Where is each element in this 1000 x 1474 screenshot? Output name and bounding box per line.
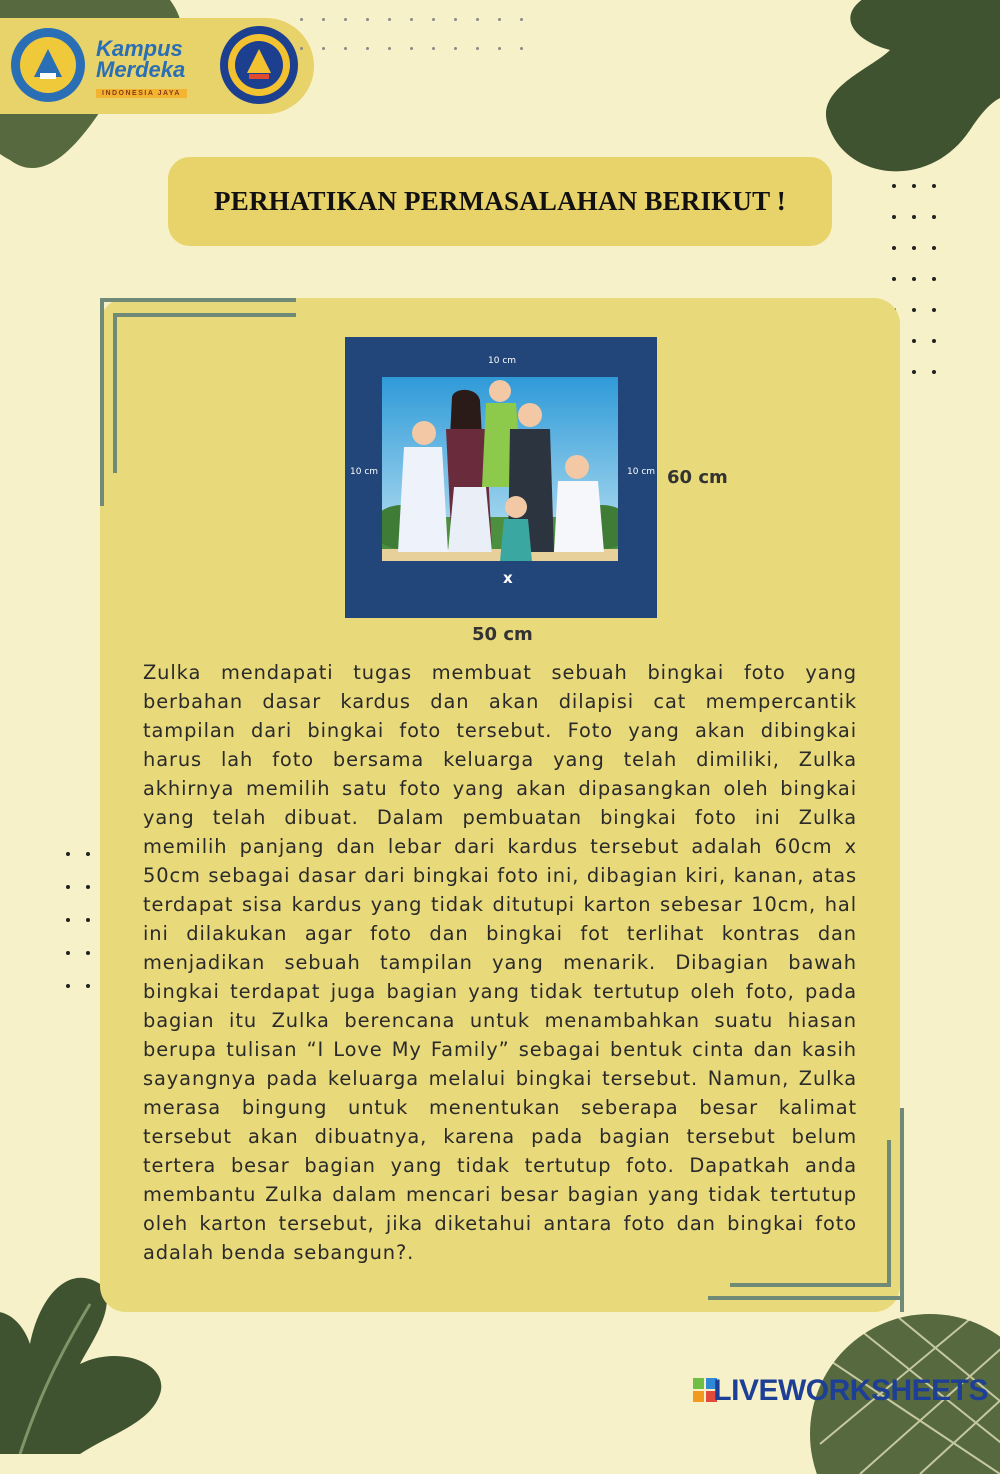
- dot-pattern-right: [892, 184, 952, 374]
- dimension-width-label: 50 cm: [472, 624, 533, 645]
- heading-banner: [168, 157, 832, 246]
- university-emblem-logo: [219, 25, 299, 105]
- liveworksheets-brand[interactable]: LIVEWORKSHEETS: [713, 1374, 988, 1407]
- dimension-bottom-unknown-label: x: [503, 569, 513, 587]
- family-photo-illustration: [382, 377, 618, 561]
- corner-line-left: [100, 298, 104, 506]
- kampus-merdeka-logo: [96, 38, 214, 99]
- dimension-right-label: 10 cm: [627, 467, 656, 477]
- corner-line-bottom-inner: [730, 1283, 891, 1287]
- dot-pattern-top: [300, 18, 542, 50]
- page-heading: PERHATIKAN PERMASALAHAN BERIKUT !: [214, 186, 786, 216]
- corner-line-right-inner: [887, 1140, 891, 1285]
- corner-line-right: [900, 1108, 904, 1312]
- tut-wuri-handayani-logo: [10, 27, 86, 103]
- dimension-left-label: 10 cm: [350, 467, 379, 477]
- corner-line-top: [100, 298, 296, 302]
- corner-line-top-inner: [113, 313, 296, 317]
- dimension-top-label: 10 cm: [488, 356, 517, 366]
- kampus-merdeka-line2: Merdeka: [96, 57, 186, 82]
- problem-paragraph: Zulka mendapati tugas membuat sebuah bingkai foto yang berbahan dasar kardus dan akan dilapisi cat mempercantik tampilan dari bingkai foto tersebut. Foto yang akan dibingkai harus lah foto bersama keluarga yang telah dimiliki, Zulka akhirnya memilih satu foto yang akan dipasangkan oleh bingkai yang telah dibuat. Dalam pembuatan bingkai foto ini Zulka memilih panjang dan lebar dari kardus tersebut adalah 60cm x 50cm sebagai dasar dari bingkai foto ini, dibagian kiri, kanan, atas terdapat sisa kardus yang tidak ditutupi karton sebesar 10cm, hal ini dilakukan agar foto dan bingkai fot terlihat kontras dan menjadikan sebuah tampilan yang menarik. Dibagian bawah bingkai terdapat juga bagian yang tidak tertutup oleh foto, pada bagian itu Zulka berencana untuk menambahkan suatu hiasan berupa tulisan “I Love My Family” sebagai bentuk cinta dan kasih sayangnya pada keluarga melalui bingkai tersebut. Namun, Zulka merasa bingung untuk menentukan seberapa besar kalimat tersebut akan dibuatnya, karena pada bagian tersebut belum tertera besar bagian yang tidak tertutup foto. Dapatkah anda membantu Zulka dalam mencari besar bagian yang tidak tertutup oleh karton tersebut, jika diketahui antara foto dan bingkai foto adalah benda sebangun?.: [143, 661, 857, 1264]
- corner-line-bottom: [708, 1296, 904, 1300]
- corner-line-left-inner: [113, 313, 117, 473]
- kampus-merdeka-tagline: INDONESIA JAYA: [96, 89, 187, 98]
- dimension-height-label: 60 cm: [667, 467, 728, 488]
- kampus-merdeka-line1: Kampus: [96, 36, 183, 61]
